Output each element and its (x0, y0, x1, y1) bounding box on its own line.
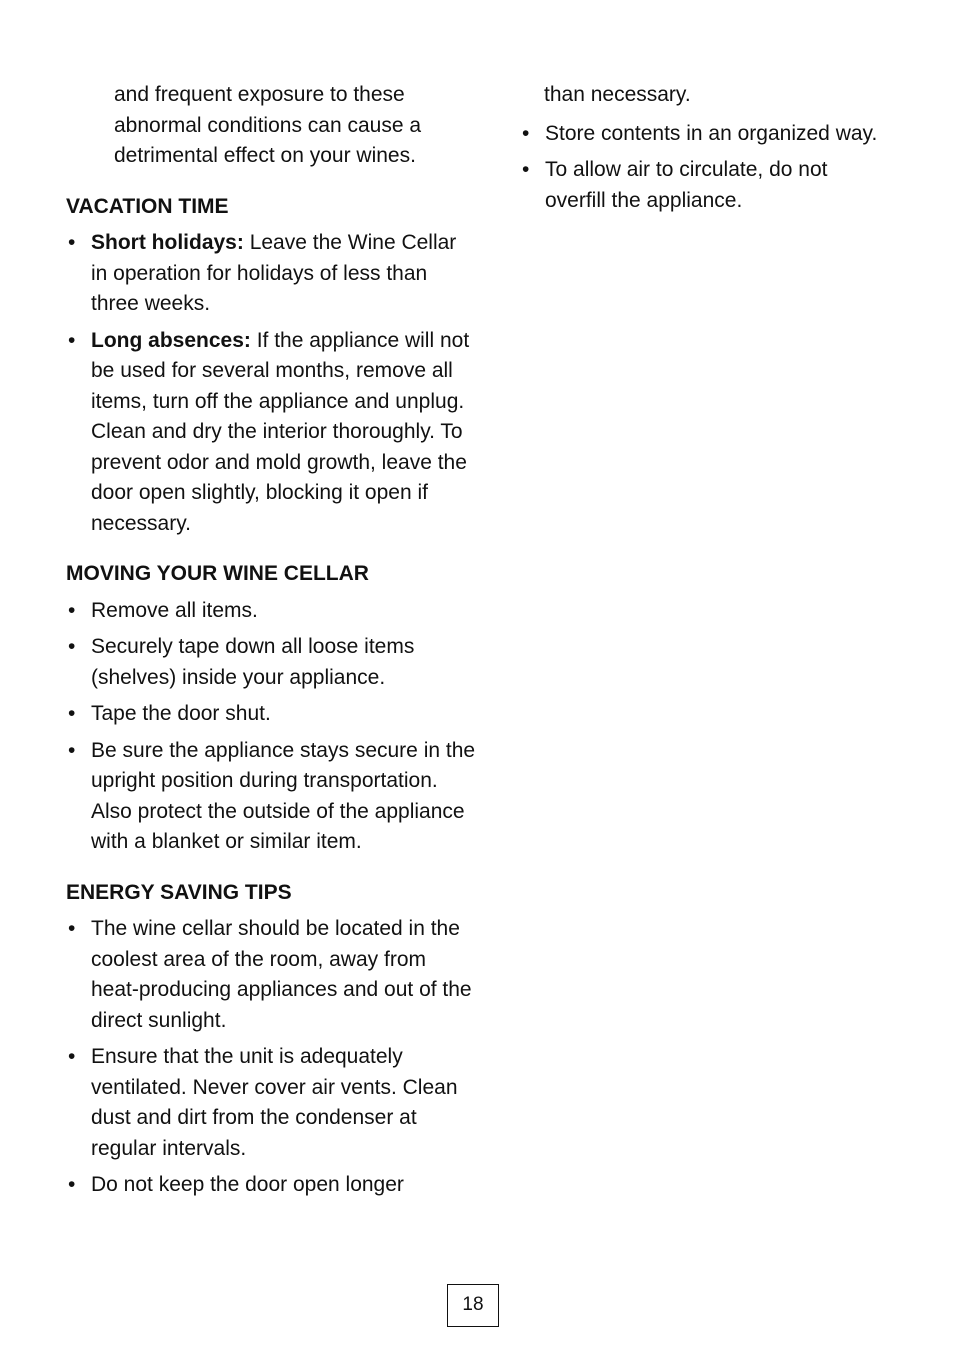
short-holidays-label: Short holidays: (91, 231, 244, 254)
energy-list-continued (520, 119, 880, 217)
page-number: 18 (447, 1284, 499, 1327)
list-item: • Do not keep the door open longer (66, 1170, 476, 1201)
left-column (66, 80, 476, 1207)
moving-heading: MOVING YOUR WINE CELLAR (66, 562, 369, 585)
right-column (520, 80, 880, 222)
list-item: • Tape the door shut. (66, 699, 476, 730)
list-item: • Store contents in an organized way. (520, 119, 880, 150)
list-item: • Securely tape down all loose items (shelves) inside your appliance. (66, 632, 476, 693)
moving-list (66, 596, 476, 858)
vacation-list (66, 228, 476, 539)
long-absences-label: Long absences: (91, 328, 251, 352)
list-item: • Be sure the appliance stays secure in the upright position during transportation. Also protect the outside of the appliance with a blanket or similar item. (66, 736, 476, 858)
list-item-short-holidays (66, 228, 476, 320)
short-holidays-text: Leave the Wine Cellar in operation for holidays of less than three weeks. (91, 231, 457, 315)
energy-saving-heading: ENERGY SAVING TIPS (66, 880, 292, 904)
energy-list (66, 914, 476, 1201)
continued-paragraph: than necessary. (544, 83, 691, 106)
continued-paragraph: and frequent exposure to these abnormal conditions can cause a detrimental effect on your wines. (114, 83, 422, 167)
list-item: • The wine cellar should be located in the coolest area of the room, away from heat-producing appliances and out of the direct sunlight. (66, 914, 476, 1036)
long-absences-text: If the appliance will not be used for several months, remove all items, turn off the appliance and unplug. Clean and dry the interior thoroughly. To prevent odor and mold growth, leave the door open slightly, blocking it open if necessary. (91, 328, 470, 535)
list-item: • Ensure that the unit is adequately ventilated. Never cover air vents. Clean dust and dirt from the condenser at regular intervals. (66, 1042, 476, 1164)
list-item-long-absences (66, 326, 476, 540)
list-item: • To allow air to circulate, do not overfill the appliance. (520, 155, 880, 216)
vacation-time-heading: VACATION TIME (66, 194, 229, 218)
list-item: • Remove all items. (66, 596, 476, 627)
